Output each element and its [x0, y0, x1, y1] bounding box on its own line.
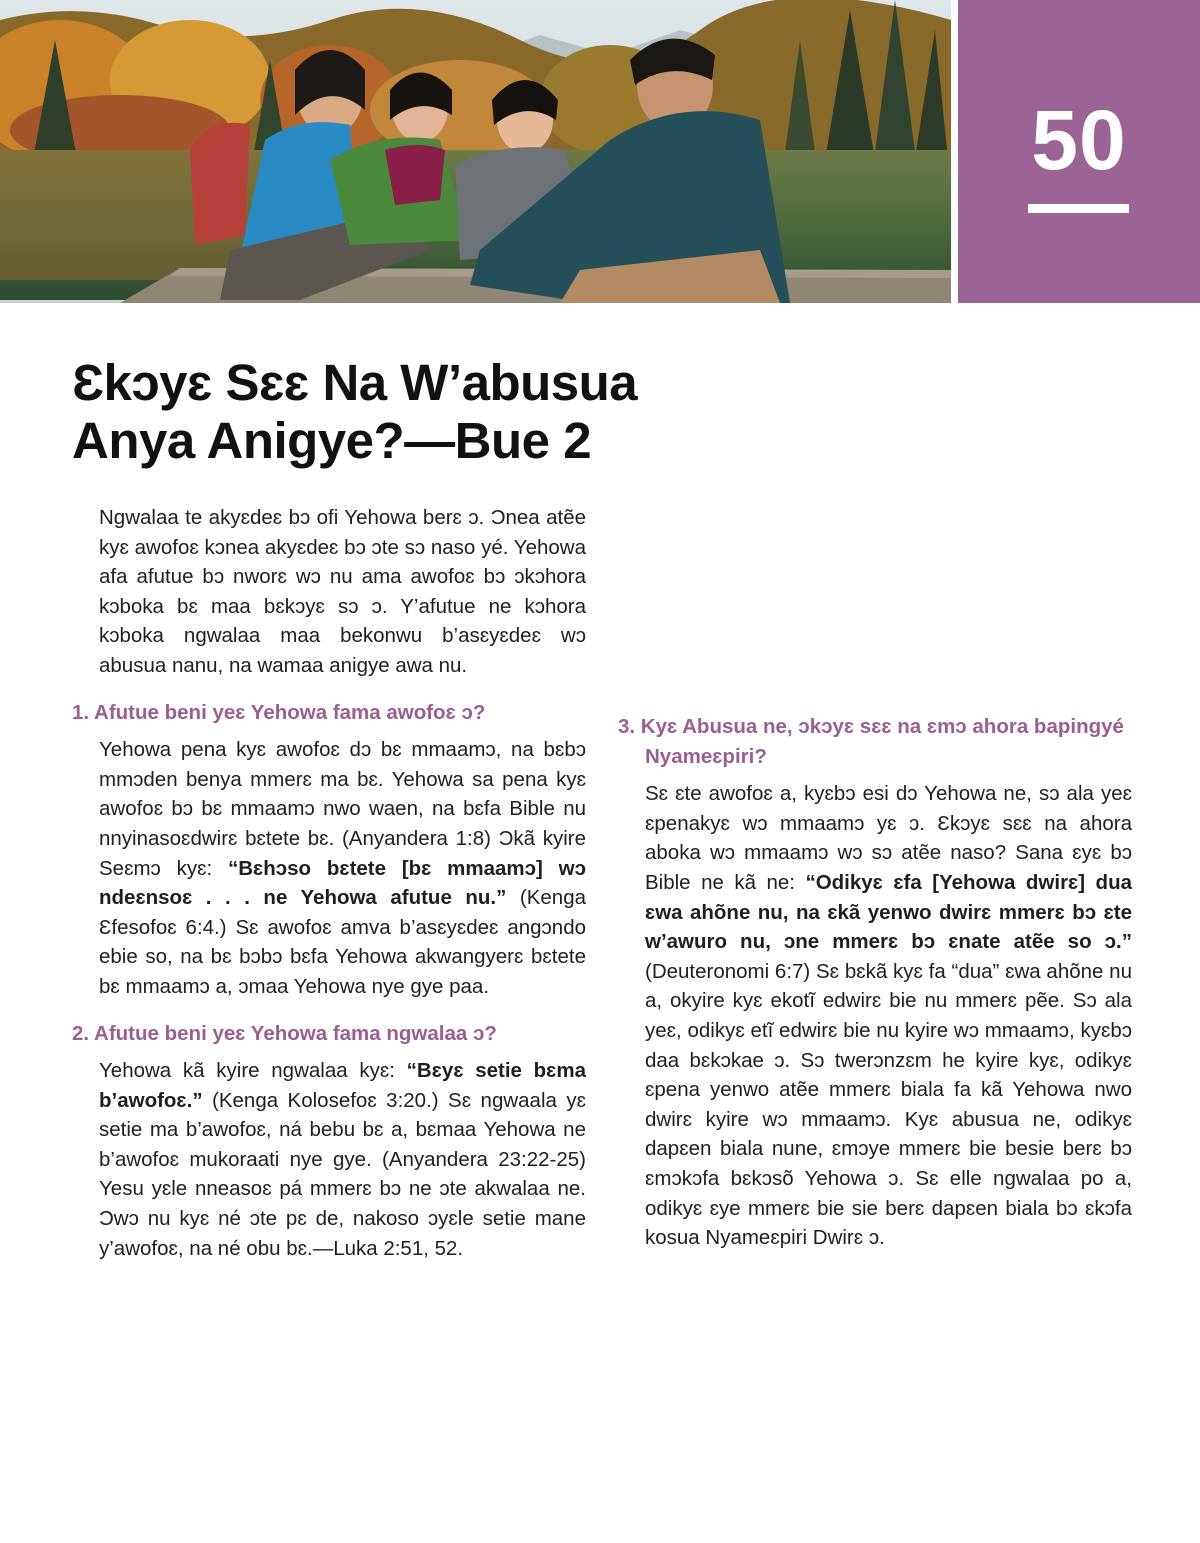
- lesson-number: 50: [1031, 93, 1127, 187]
- answer-1-text-b: (Kenga Ɛfesofoɛ 6:4.) Sɛ awofoɛ amva b’asɛyɛdeɛ angɔndo ebie so, na bɛ bɔbɔ bɛfa Yehowa akwangyerɛ bɛtete bɛ mmaamɔ a, ɔmaa Yehowa nye gye paa.: [99, 886, 586, 998]
- page-title: [72, 354, 872, 470]
- header-photo: [0, 0, 951, 303]
- question-2: 2. Afutue beni yeɛ Yehowa fama ngwalaa ɔ?: [72, 1021, 497, 1045]
- answer-1-paragraph: [72, 735, 586, 1001]
- answer-3-text-b: (Deuteronomi 6:7) Sɛ bɛkã kyɛ fa “dua” ɛwa ahõne nu a, okyire kyɛ ekotĩ edwirɛ bie nu mmerɛ pẽe. Sɔ ala yeɛ, odikyɛ etĩ edwirɛ bie nu kyire wɔ mmaamɔ, kyɛbɔ daa bɛkɔkae ɔ. Sɔ twerɔnzɛm he kyire kyɛ, odikyɛ ɛpena yenwo atẽe mmerɛ biala fa kã Yehowa nwo dwirɛ kyire wɔ mmaamɔ. Kyɛ abusua ne, odikyɛ dapɛen biala nune, ɛmɔye mmerɛ bie besie berɛ bɔ ɛmɔkɔfa bɛkɔsõ Yehowa ɔ. Sɛ elle ngwalaa po a, odikyɛ ɛye mmerɛ bie sie berɛ dapɛen biala bɔ ɛkɔfa kosua Nyameɛpiri Dwirɛ ɔ.: [645, 959, 1132, 1250]
- answer-2-paragraph: [72, 1056, 586, 1263]
- answer-3-text-a: Sɛ ɛte awofoɛ a, kyɛbɔ esi dɔ Yehowa ne, sɔ ala yeɛ ɛpenakyɛ wɔ mmaamɔ yɛ ɔ. Ɛkɔyɛ sɛɛ na ahora aboka wɔ mmaamɔ wɔ sɔ atẽe naso? Sana ɛyɛ bɔ Bible ne kã ne:: [645, 782, 1132, 894]
- question-3: 3. Kyɛ Abusua ne, ɔkɔyɛ sɛɛ na ɛmɔ ahora bapingyé Nyameɛpiri?: [618, 715, 1124, 768]
- answer-3-scripture: “Odikyɛ ɛfa [Yehowa dwirɛ] dua ɛwa ahõne nu, na ɛkã yenwo dwirɛ mmerɛ bɔ ɛte w’awuro nu, ɔne mmerɛ bɔ ɛnate atẽe so ɔ.”: [645, 870, 1132, 954]
- answer-2-text-b: (Kenga Kolosefoɛ 3:20.) Sɛ ngwaala yɛ setie ma b’awofoɛ, ná bebu bɛ a, bɛmaa Yehowa ne b’awofoɛ mukoraati nye gye. (Anyandera 23:22-25) Yesu yɛle nneasoɛ pá mmerɛ bɔ ne ɔte akwalaa ne. Ɔwɔ nu kyɛ né ɔte pɛ de, nakoso ɔyɛle setie mane y’awofoɛ, na né obu bɛ.—Luka 2:51, 52.: [99, 1088, 586, 1260]
- title-line-2: Anya Anigye?—Bue 2: [72, 412, 592, 469]
- lesson-number-tile: [958, 0, 1200, 303]
- answer-2-scripture: “Bɛyɛ setie bɛma b’awofoɛ.”: [99, 1059, 587, 1112]
- right-column-main: [618, 712, 1132, 1253]
- intro-paragraph: Ngwalaa te akyɛdeɛ bɔ ofi Yehowa berɛ ɔ. Ɔnea atẽe kyɛ awofoɛ kɔnea akyɛdeɛ bɔ ɔte sɔ naso yé. Yehowa afa afutue bɔ nworɛ wɔ nu ama awofoɛ bɔ ɔkɔhora kɔboka bɛ maa bɛkɔyɛ sɔ ɔ. Y’afutue ne kɔhora kɔboka ngwalaa maa bekonwu b’asɛyɛdeɛ wɔ abusua nanu, na wamaa anigye awa nu.: [99, 506, 586, 677]
- answer-1-text-a: Yehowa pena kyɛ awofoɛ dɔ bɛ mmaamɔ, na bɛbɔ mmɔden benya mmerɛ ma bɛ. Yehowa sa pena kyɛ awofoɛ bɔ bɛ mmaamɔ nwo waen, na bɛfa Bible nu nnyinasoɛdwirɛ bɛtete bɛ. (Anyandera 1:8) Ɔkã kyire Seɛmɔ kyɛ:: [99, 738, 586, 880]
- question-1: 1. Afutue beni yeɛ Yehowa fama awofoɛ ɔ?: [72, 700, 486, 724]
- answer-2-text-a: Yehowa kã kyire ngwalaa kyɛ:: [99, 1059, 407, 1083]
- left-column: [72, 503, 586, 1263]
- answer-3-paragraph: [618, 779, 1132, 1253]
- answer-1-scripture: “Bɛhɔso bɛtete [bɛ mmaamɔ] wɔ ndeɛnsoɛ . . . ne Yehowa afutue nu.”: [99, 856, 586, 910]
- lesson-number-underline: [1028, 204, 1129, 213]
- title-line-1: Ɛkɔyɛ Sɛɛ Na W’abusua: [72, 354, 638, 411]
